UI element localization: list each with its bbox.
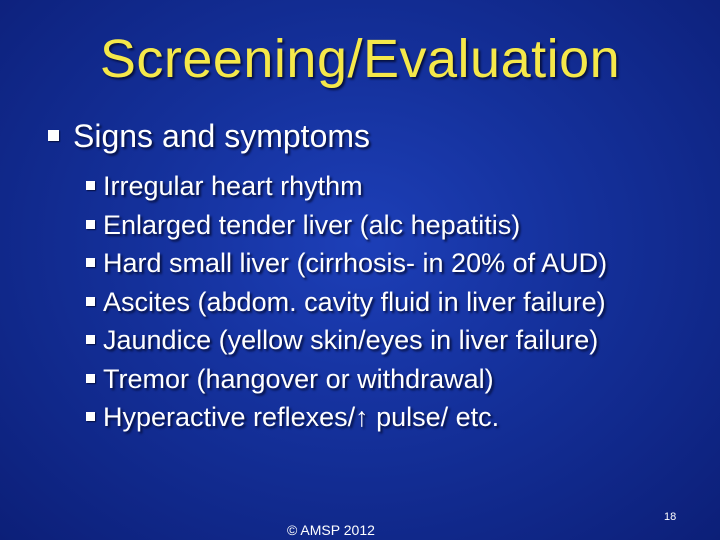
- list-item-text: Ascites (abdom. cavity fluid in liver failure): [103, 286, 606, 317]
- symptoms-list: [86, 167, 607, 437]
- slide-title: Screening/Evaluation: [99, 29, 621, 89]
- copyright-footer: © AMSP 2012: [287, 522, 375, 538]
- list-item: [86, 321, 607, 360]
- main-bullet-point: [48, 118, 370, 155]
- list-item: [86, 283, 607, 322]
- list-item-text: Enlarged tender liver (alc hepatitis): [103, 209, 521, 240]
- page-number: 18: [664, 511, 677, 523]
- list-item: [86, 398, 607, 437]
- main-bullet-text: Signs and symptoms: [73, 118, 371, 154]
- list-item-text: Irregular heart rhythm: [103, 171, 363, 201]
- list-item: [86, 206, 607, 245]
- square-bullet-icon: [86, 412, 95, 421]
- square-bullet-icon: [86, 181, 95, 190]
- square-bullet-icon: [86, 220, 95, 229]
- square-bullet-icon: [48, 130, 59, 141]
- square-bullet-icon: [86, 374, 95, 383]
- list-item-text: Tremor (hangover or withdrawal): [103, 363, 494, 394]
- list-item-text: Hyperactive reflexes/↑ pulse/ etc.: [103, 402, 500, 432]
- square-bullet-icon: [86, 297, 95, 306]
- square-bullet-icon: [86, 335, 95, 344]
- list-item-text: Hard small liver (cirrhosis- in 20% of AUD): [103, 248, 608, 278]
- square-bullet-icon: [86, 258, 95, 267]
- list-item: [86, 244, 607, 283]
- list-item: [86, 360, 607, 399]
- list-item: [86, 167, 607, 206]
- list-item-text: Jaundice (yellow skin/eyes in liver failure): [103, 325, 599, 355]
